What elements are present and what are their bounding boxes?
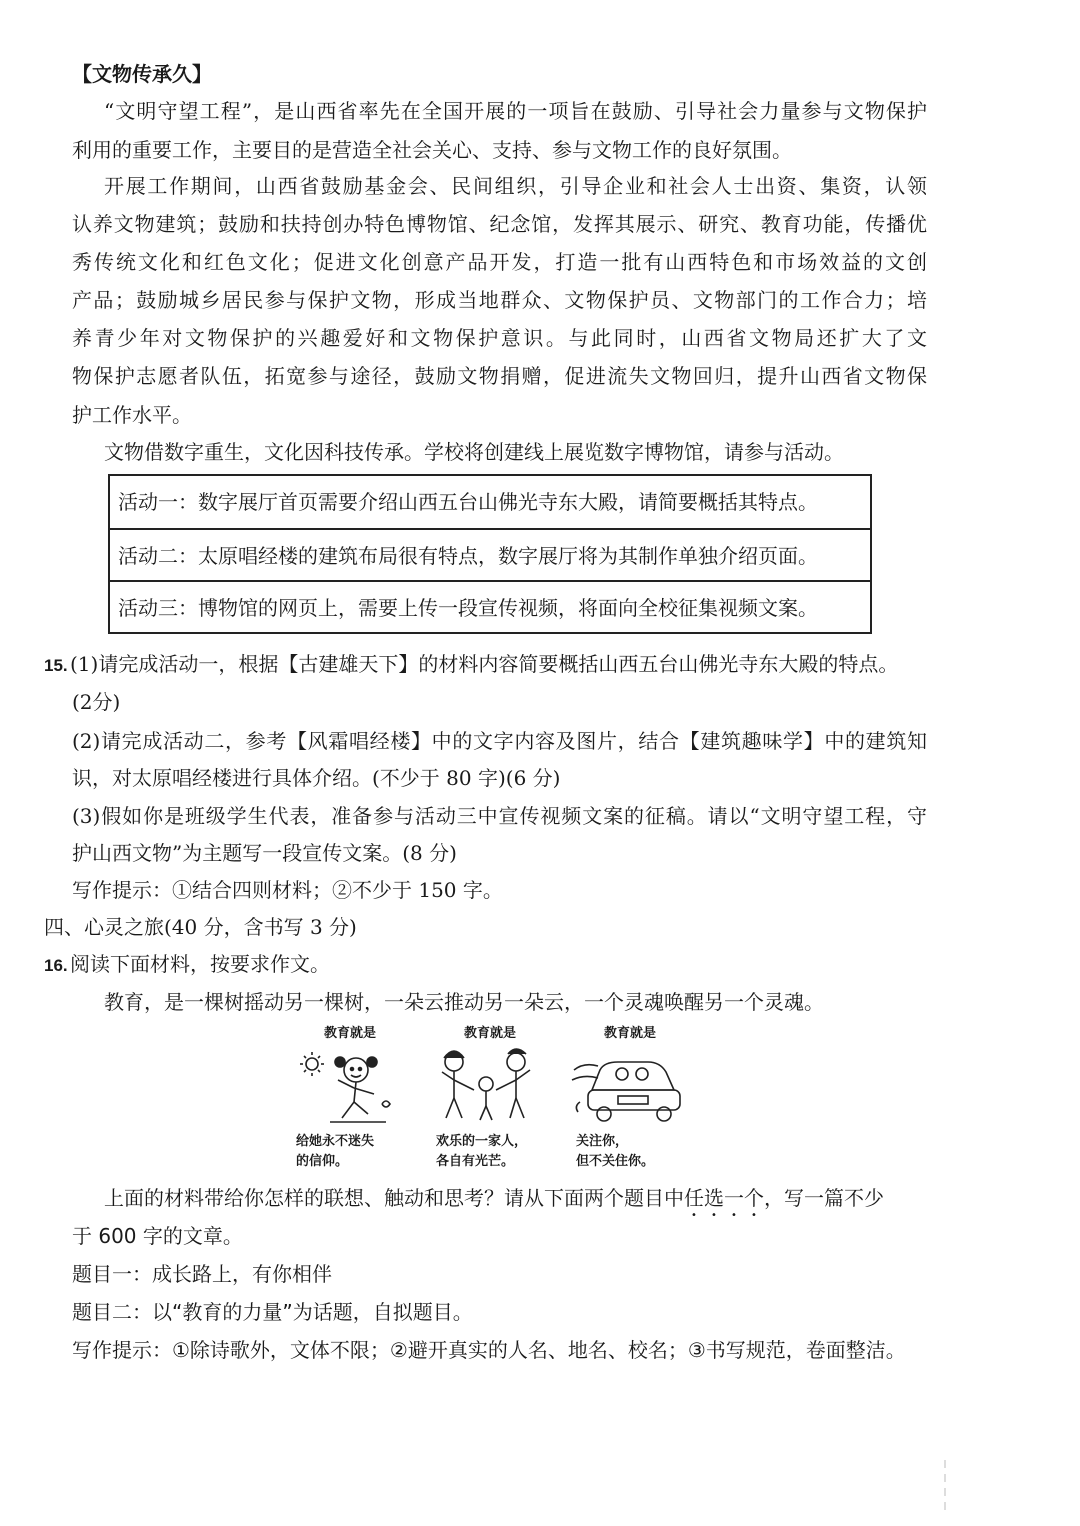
- q16-task-emphasis: 任选一个: [684, 1186, 764, 1210]
- q16-prompt-line: [44, 950, 927, 980]
- cartoon-3-caption-line-1: 关注你，: [576, 1134, 629, 1149]
- cartoon-panel-1: [290, 1022, 410, 1174]
- family-car-drawing: [570, 1040, 690, 1132]
- q16-writing-tip: 写作提示：①除诗歌外，文体不限；②避开真实的人名、地名、校名；③书写规范，卷面整洁。: [72, 1338, 906, 1362]
- paragraph-2-line-6: 物保护志愿者队伍，拓宽参与途径，鼓励文物捐赠，促进流失文物回归，提升山西省文物保: [72, 364, 927, 388]
- q16-task-line-2: 于 600 字的文章。: [72, 1224, 243, 1248]
- cartoon-3-caption-line-2: 但不关住你。: [576, 1154, 655, 1169]
- paragraph-2-line-3: 秀传统文化和红色文化；促进文化创意产品开发，打造一批有山西特色和市场效益的文创: [72, 250, 927, 274]
- q16-task-text-b: ，写一篇不少: [764, 1186, 884, 1210]
- q15-part2-line-1: (2)请完成活动二，参考【风霜唱经楼】中的文字内容及图片，结合【建筑趣味学】中的建筑知: [72, 729, 927, 753]
- cartoon-strip: [290, 1022, 690, 1174]
- cartoon-2-caption: [436, 1132, 527, 1172]
- q16-quote: 教育，是一棵树摇动另一棵树，一朵云推动另一朵云，一个灵魂唤醒另一个灵魂。: [104, 990, 824, 1014]
- cartoon-1-caption-line-2: 的信仰。: [296, 1154, 349, 1169]
- q15-writing-tip: 写作提示：①结合四则材料；②不少于 150 字。: [72, 878, 503, 902]
- q16-prompt: 阅读下面材料，按要求作文。: [70, 952, 330, 976]
- paragraph-2-line-1: 开展工作期间，山西省鼓励基金会、民间组织，引导企业和社会人士出资、集资，认领: [104, 174, 927, 198]
- cartoon-2-caption-line-1: 欢乐的一家人，: [436, 1134, 528, 1149]
- material-heading: 【文物传承久】: [72, 62, 212, 86]
- activity-2: 活动二：太原唱经楼的建筑布局很有特点，数字展厅将为其制作单独介绍页面。: [110, 528, 870, 580]
- cartoon-2-caption-line-2: 各自有光芒。: [436, 1154, 515, 1169]
- cartoon-3-title: 教育就是: [603, 1026, 656, 1041]
- q15-part1-line-2: (2分): [72, 690, 121, 714]
- q15-part1-text: (1)请完成活动一，根据【古建雄天下】的材料内容简要概括山西五台山佛光寺东大殿的特点。: [70, 652, 899, 676]
- section-4-heading: 四、心灵之旅(40 分，含书写 3 分): [44, 915, 357, 939]
- activity-3: 活动三：博物馆的网页上，需要上传一段宣传视频，将面向全校征集视频文案。: [110, 580, 870, 632]
- paragraph-2-line-7: 护工作水平。: [72, 403, 192, 427]
- cartoon-1-caption-line-1: 给她永不迷失: [296, 1134, 375, 1149]
- cartoon-1-title: 教育就是: [323, 1026, 376, 1041]
- cartoon-panel-2: [430, 1022, 550, 1174]
- q16-task-text-a: 上面的材料带给你怎样的联想、触动和思考？请从下面两个题目中: [104, 1186, 684, 1210]
- cartoon-2-title: 教育就是: [463, 1026, 516, 1041]
- q16-title-1: 题目一：成长路上，有你相伴: [72, 1262, 332, 1286]
- activity-table: [108, 474, 872, 634]
- paragraph-2-line-5: 养青少年对文物保护的兴趣爱好和文物保护意识。与此同时，山西省文物局还扩大了文: [72, 326, 927, 350]
- q15-part1-line-1: [44, 650, 927, 680]
- paragraph-1-line-1: “文明守望工程”，是山西省率先在全国开展的一项旨在鼓励、引导社会力量参与文物保护: [104, 99, 927, 123]
- cartoon-panel-3: [570, 1022, 690, 1174]
- q16-number: 16.: [44, 956, 68, 975]
- q15-part3-line-1: (3)假如你是班级学生代表，准备参与活动三中宣传视频文案的征稿。请以“文明守望工程，守: [72, 804, 927, 828]
- q15-number: 15.: [44, 656, 68, 675]
- happy-family-drawing: [430, 1040, 550, 1132]
- q15-part3-line-2: 护山西文物”为主题写一段宣传文案。(8 分): [72, 841, 457, 865]
- cartoon-3-caption: [576, 1132, 654, 1172]
- paragraph-1-line-2: 利用的重要工作，主要目的是营造全社会关心、支持、参与文物工作的良好氛围。: [72, 138, 792, 162]
- q15-part2-line-2: 识，对太原唱经楼进行具体介绍。(不少于 80 字)(6 分): [72, 766, 561, 790]
- cartoon-1-caption: [296, 1132, 374, 1172]
- paragraph-2-line-2: 认养文物建筑；鼓励和扶持创办特色博物馆、纪念馆，发挥其展示、研究、教育功能，传播优: [72, 212, 927, 236]
- activity-intro: 文物借数字重生，文化因科技传承。学校将创建线上展览数字博物馆，请参与活动。: [104, 440, 844, 464]
- scan-margin-marks: [940, 1460, 950, 1520]
- activity-1: 活动一：数字展厅首页需要介绍山西五台山佛光寺东大殿，请简要概括其特点。: [118, 490, 818, 514]
- paragraph-2-line-4: 产品；鼓励城乡居民参与保护文物，形成当地群众、文物保护员、文物部门的工作合力；培: [72, 288, 927, 312]
- girl-with-sun-drawing: [290, 1040, 410, 1132]
- q16-task-line-1: [104, 1184, 919, 1221]
- q16-title-2: 题目二：以“教育的力量”为话题，自拟题目。: [72, 1300, 473, 1324]
